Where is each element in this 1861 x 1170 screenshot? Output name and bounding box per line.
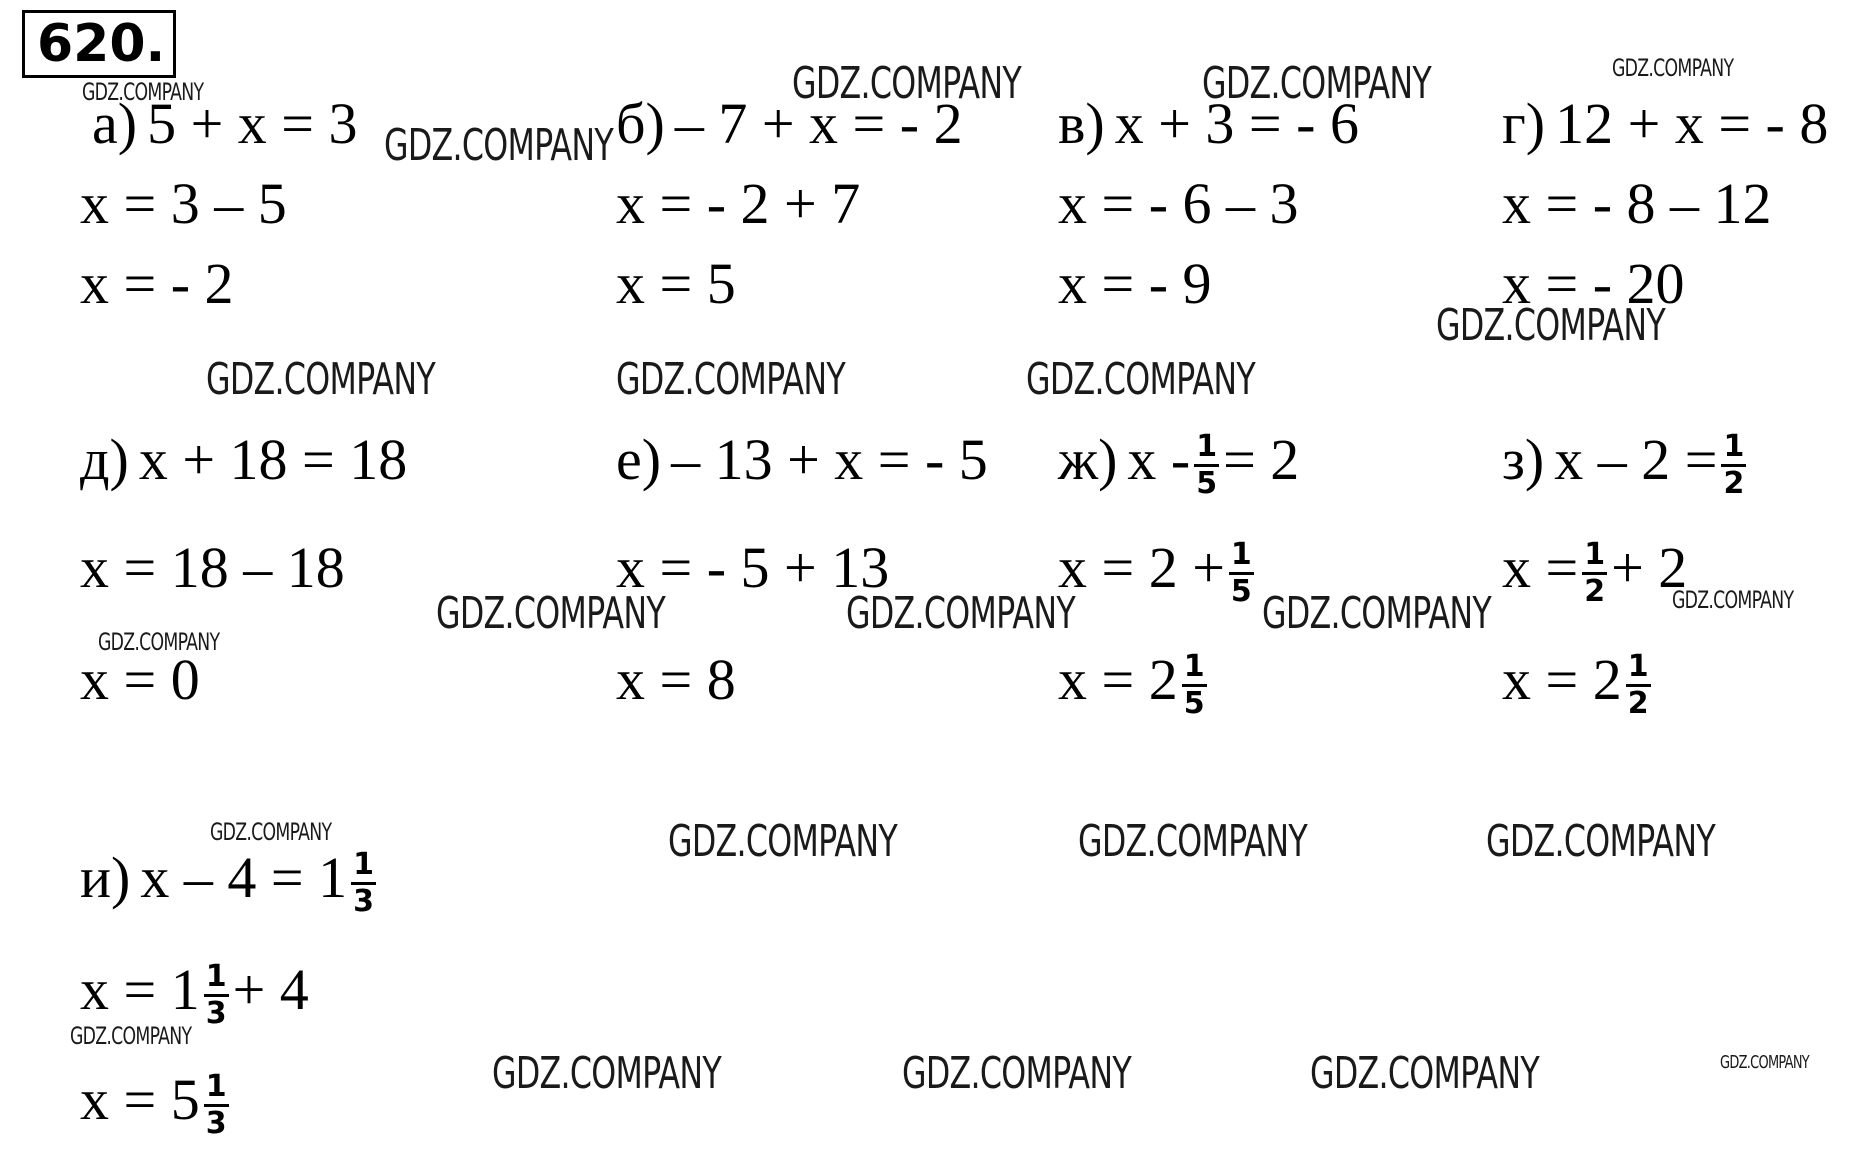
watermark: GDZ.COMPANY bbox=[1262, 588, 1491, 639]
problem-b-answer: x = 5 bbox=[616, 251, 736, 316]
fraction: $\frac{1}{2}$ bbox=[1627, 649, 1649, 722]
watermark: GDZ.COMPANY bbox=[210, 818, 332, 846]
problem-e-answer: x = 8 bbox=[616, 647, 736, 712]
problem-d-equation: д) x + 18 = 18 bbox=[80, 427, 408, 492]
problem-zh-equation: ж) x - $\frac{1}{5}$ = 2 bbox=[1058, 427, 1300, 502]
fraction: $\frac{1}{2}$ bbox=[1723, 429, 1745, 502]
watermark: GDZ.COMPANY bbox=[206, 354, 435, 405]
watermark: GDZ.COMPANY bbox=[492, 1048, 721, 1099]
problem-e-step1: x = - 5 + 13 bbox=[616, 535, 890, 600]
watermark: GDZ.COMPANY bbox=[1202, 58, 1431, 109]
problem-e-equation: е) – 13 + x = - 5 bbox=[616, 427, 988, 492]
problem-g-answer: x = - 20 bbox=[1502, 251, 1685, 316]
fraction: $\frac{1}{3}$ bbox=[205, 1069, 227, 1142]
watermark: GDZ.COMPANY bbox=[1672, 586, 1794, 614]
watermark: GDZ.COMPANY bbox=[1720, 1052, 1809, 1073]
fraction: $\frac{1}{5}$ bbox=[1230, 537, 1252, 610]
problem-v-step1: x = - 6 – 3 bbox=[1058, 171, 1299, 236]
problem-i-step1: x = 1 $\frac{1}{3}$ + 4 bbox=[80, 957, 309, 1032]
fraction: $\frac{1}{5}$ bbox=[1183, 649, 1205, 722]
problem-d-answer: x = 0 bbox=[80, 647, 200, 712]
watermark: GDZ.COMPANY bbox=[846, 588, 1075, 639]
watermark: GDZ.COMPANY bbox=[668, 816, 897, 867]
problem-z-equation: з) x – 2 = $\frac{1}{2}$ bbox=[1502, 427, 1745, 502]
watermark: GDZ.COMPANY bbox=[384, 120, 613, 171]
watermark: GDZ.COMPANY bbox=[902, 1048, 1131, 1099]
watermark: GDZ.COMPANY bbox=[1486, 816, 1715, 867]
watermark: GDZ.COMPANY bbox=[98, 628, 220, 656]
problem-b-step1: x = - 2 + 7 bbox=[616, 171, 861, 236]
watermark: GDZ.COMPANY bbox=[616, 354, 845, 405]
problem-i-equation: и) x – 4 = 1 $\frac{1}{3}$ bbox=[80, 845, 374, 920]
problem-v-equation: в) x + 3 = - 6 bbox=[1058, 91, 1359, 156]
problem-z-answer: x = 2 $\frac{1}{2}$ bbox=[1502, 647, 1649, 722]
problem-zh-step1: x = 2 + $\frac{1}{5}$ bbox=[1058, 535, 1252, 610]
problem-zh-answer: x = 2 $\frac{1}{5}$ bbox=[1058, 647, 1205, 722]
problem-i-answer: x = 5 $\frac{1}{3}$ bbox=[80, 1067, 227, 1142]
problem-z-step1: x = $\frac{1}{2}$ + 2 bbox=[1502, 535, 1688, 610]
watermark: GDZ.COMPANY bbox=[1026, 354, 1255, 405]
fraction: $\frac{1}{3}$ bbox=[353, 847, 374, 920]
watermark: GDZ.COMPANY bbox=[70, 1022, 192, 1050]
watermark: GDZ.COMPANY bbox=[1612, 54, 1734, 82]
watermark: GDZ.COMPANY bbox=[1436, 300, 1665, 351]
watermark: GDZ.COMPANY bbox=[1078, 816, 1307, 867]
problem-a-step1: x = 3 – 5 bbox=[80, 171, 287, 236]
problem-v-answer: x = - 9 bbox=[1058, 251, 1212, 316]
watermark: GDZ.COMPANY bbox=[82, 78, 204, 106]
watermark: GDZ.COMPANY bbox=[436, 588, 665, 639]
watermark: GDZ.COMPANY bbox=[1310, 1048, 1539, 1099]
problem-d-step1: x = 18 – 18 bbox=[80, 535, 345, 600]
problem-a-answer: x = - 2 bbox=[80, 251, 234, 316]
fraction: $\frac{1}{5}$ bbox=[1196, 429, 1218, 502]
fraction: $\frac{1}{3}$ bbox=[205, 959, 227, 1032]
watermark: GDZ.COMPANY bbox=[792, 58, 1021, 109]
fraction: $\frac{1}{2}$ bbox=[1584, 537, 1606, 610]
problem-g-equation: г) 12 + x = - 8 bbox=[1502, 91, 1829, 156]
task-number: 620. bbox=[22, 10, 176, 78]
problem-g-step1: x = - 8 – 12 bbox=[1502, 171, 1772, 236]
problem-b-equation: б) – 7 + x = - 2 bbox=[616, 91, 963, 156]
problem-a-equation: а) 5 + x = 3 bbox=[92, 91, 358, 156]
